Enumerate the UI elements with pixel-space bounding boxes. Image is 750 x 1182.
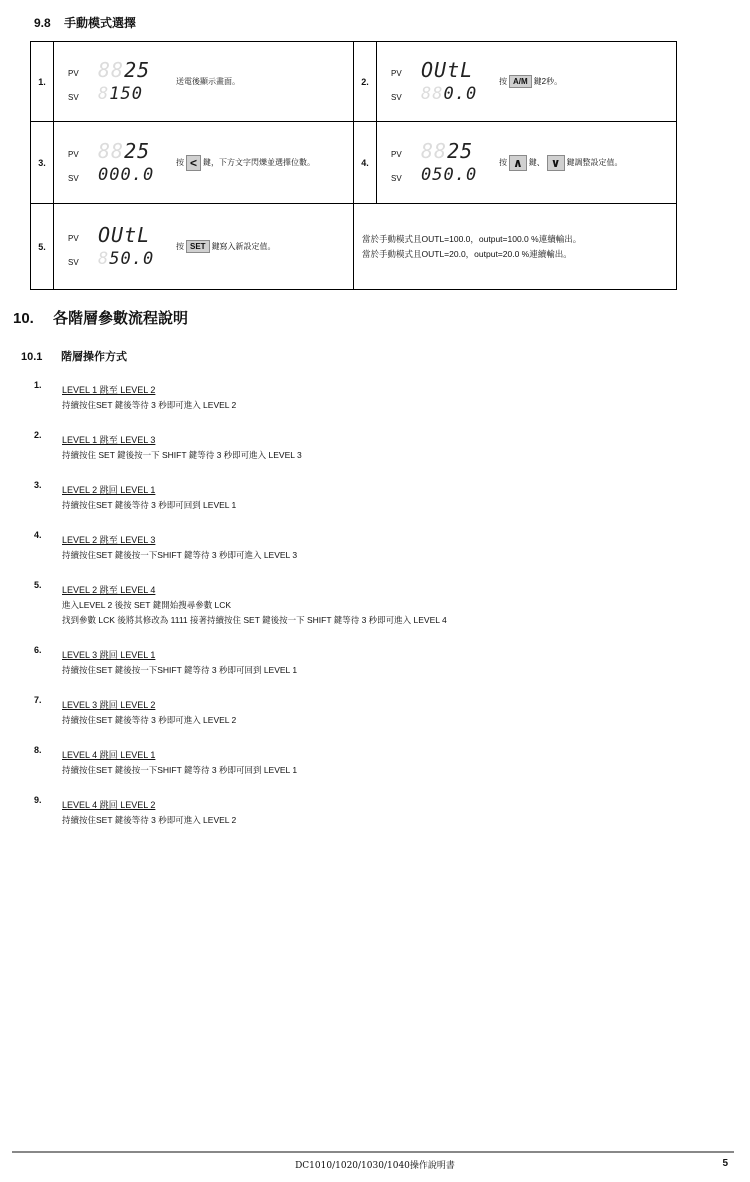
pv-label: PV [68, 233, 79, 243]
step-detail: 持續按住SET 鍵後按一下SHIFT 鍵等待 3 秒即可進入 LEVEL 3 [62, 550, 298, 560]
pv-label: PV [391, 149, 402, 159]
step-description: 按 < 鍵，下方文字閃爍並選擇位數。 [176, 155, 316, 170]
up-key-icon: ∧ [509, 155, 527, 171]
sv-value: 000.0 [98, 164, 155, 185]
sv-ghost-digits: 8 [98, 83, 110, 104]
step-title: LEVEL 1 跳至 LEVEL 3 [62, 435, 156, 445]
section-number: 10. [13, 310, 34, 327]
step-detail: 持續按住SET 鍵後按一下SHIFT 鍵等待 3 秒即可回到 LEVEL 1 [62, 665, 298, 675]
section-number: 10.1 [21, 351, 43, 363]
list-item [34, 580, 714, 628]
step-detail: 持續按住 SET 鍵後按一下 SHIFT 鍵等待 3 秒即可進入 LEVEL 3 [62, 450, 302, 460]
step-number: 9. [34, 795, 42, 805]
step-title: LEVEL 3 跳回 LEVEL 1 [62, 650, 156, 660]
step-title: LEVEL 2 跳回 LEVEL 1 [62, 485, 156, 495]
step-detail: 進入LEVEL 2 後按 SET 鍵開始搜尋參數 LCK [62, 600, 232, 610]
sv-value: 50.0 [109, 248, 155, 269]
led-display [54, 223, 176, 271]
sv-label: SV [391, 173, 402, 183]
step-title: LEVEL 4 跳回 LEVEL 1 [62, 750, 156, 760]
down-key-icon: ∨ [547, 155, 565, 171]
step-title: LEVEL 1 跳至 LEVEL 2 [62, 385, 156, 395]
manual-cell-1 [54, 42, 354, 122]
step-number: 5. [34, 580, 42, 590]
led-display [54, 58, 176, 106]
led-display [377, 139, 499, 187]
step-index: 1. [31, 42, 54, 122]
list-item [34, 745, 714, 778]
footer-divider [12, 1151, 734, 1153]
step-index: 2. [354, 42, 377, 122]
step-description: 送電後顯示畫面。 [176, 76, 240, 86]
manual-cell-4 [377, 122, 677, 204]
step-number: 4. [34, 530, 42, 540]
section-10-heading [13, 307, 188, 328]
step-number: 2. [34, 430, 42, 440]
step-description: 按 SET 鍵寫入新設定值。 [176, 241, 276, 251]
section-10-1-heading [21, 348, 127, 364]
step-number: 8. [34, 745, 42, 755]
step-description: 按 A/M 鍵2秒。 [499, 76, 563, 86]
step-index: 3. [31, 122, 54, 204]
sv-ghost-digits: 88 [421, 83, 444, 104]
list-item [34, 530, 714, 563]
pv-value: 25 [124, 138, 151, 163]
step-detail: 持續按住SET 鍵後等待 3 秒即可進入 LEVEL 2 [62, 815, 237, 825]
step-detail: 持續按住SET 鍵後按一下SHIFT 鍵等待 3 秒即可回到 LEVEL 1 [62, 765, 298, 775]
pv-value: OUtL [421, 57, 474, 82]
sv-value: 050.0 [421, 164, 478, 185]
note-line: 當於手動模式且OUTL=100.0，output=100.0 %連續輸出。 [362, 233, 582, 244]
step-number: 1. [34, 380, 42, 390]
sv-label: SV [391, 92, 402, 102]
section-title: 手動模式選擇 [64, 16, 137, 30]
pv-value: 25 [124, 57, 151, 82]
section-title: 階層操作方式 [61, 351, 127, 363]
am-key-icon: A/M [509, 75, 532, 88]
set-key-icon: SET [186, 240, 210, 253]
note-line: 當於手動模式且OUTL=20.0，output=20.0 %連續輸出。 [362, 248, 572, 259]
pv-ghost-digits: 88 [98, 138, 125, 163]
manual-cell-3 [54, 122, 354, 204]
led-display [54, 139, 176, 187]
section-9-8-heading [34, 14, 136, 31]
manual-cell-2 [377, 42, 677, 122]
pv-value: OUtL [98, 222, 151, 247]
pv-value: 25 [447, 138, 474, 163]
step-number: 6. [34, 645, 42, 655]
pv-label: PV [391, 68, 402, 78]
list-item [34, 695, 714, 728]
manual-mode-table [30, 41, 677, 290]
list-item [34, 430, 714, 463]
level-steps-list [34, 380, 714, 845]
list-item [34, 795, 714, 828]
step-title: LEVEL 3 跳回 LEVEL 2 [62, 700, 156, 710]
sv-label: SV [68, 173, 79, 183]
led-display [377, 58, 499, 106]
manual-output-note [354, 204, 677, 290]
footer-title: DC1010/1020/1030/1040操作說明書 [295, 1161, 455, 1171]
step-detail: 持續按住SET 鍵後等待 3 秒即可進入 LEVEL 2 [62, 400, 237, 410]
manual-cell-5 [54, 204, 354, 290]
pv-ghost-digits: 88 [98, 57, 125, 82]
step-detail: 持續按住SET 鍵後等待 3 秒即可進入 LEVEL 2 [62, 715, 237, 725]
sv-value: 0.0 [443, 83, 478, 104]
shift-left-key-icon: < [186, 155, 201, 171]
section-number: 9.8 [34, 16, 51, 30]
sv-ghost-digits: 8 [98, 248, 110, 269]
sv-label: SV [68, 257, 79, 267]
step-index: 4. [354, 122, 377, 204]
pv-label: PV [68, 149, 79, 159]
list-item [34, 380, 714, 413]
list-item [34, 480, 714, 513]
sv-label: SV [68, 92, 79, 102]
pv-label: PV [68, 68, 79, 78]
step-description: 按 ∧ 鍵、 ∨ 鍵調整設定值。 [499, 155, 623, 170]
page-number: 5 [722, 1158, 728, 1169]
step-title: LEVEL 4 跳回 LEVEL 2 [62, 800, 156, 810]
step-title: LEVEL 2 跳至 LEVEL 3 [62, 535, 156, 545]
section-title: 各階層參數流程說明 [53, 310, 189, 327]
pv-ghost-digits: 88 [421, 138, 448, 163]
step-index: 5. [31, 204, 54, 290]
step-detail: 找到參數 LCK 後將其修改為 1111 接著持續按住 SET 鍵後按一下 SHIFT 鍵等待 3 秒即可進入 LEVEL 4 [62, 615, 447, 625]
list-item [34, 645, 714, 678]
step-number: 3. [34, 480, 42, 490]
step-detail: 持續按住SET 鍵後等待 3 秒即可回到 LEVEL 1 [62, 500, 237, 510]
sv-value: 150 [109, 83, 143, 104]
step-title: LEVEL 2 跳至 LEVEL 4 [62, 585, 156, 595]
step-number: 7. [34, 695, 42, 705]
